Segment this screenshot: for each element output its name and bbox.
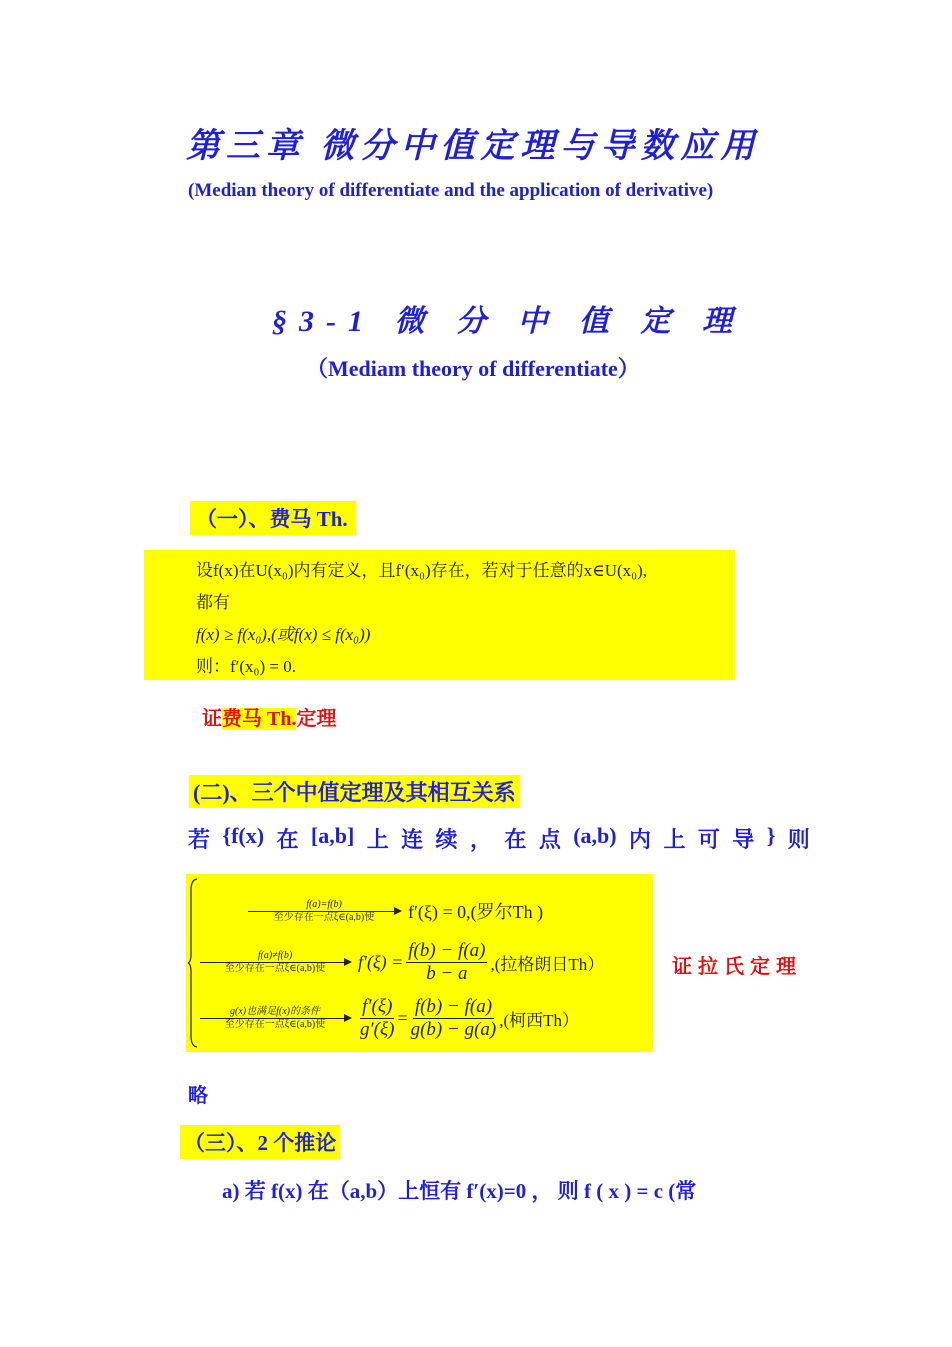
fermat-line-3: f(x) ≥ f(x₀),(或f(x) ≤ f(x₀)) [196,625,371,644]
lagrange-lhs: f′(ξ) = [358,952,404,972]
cond-token: 在 [504,827,527,852]
fermat-line-2: 都有 [196,593,230,612]
lagrange-denominator: b − a [426,963,468,984]
corollary-a: a) 若 f(x) 在（a,b）上恒有 f′(x)=0 ， 则 f ( x ) = c (常 [222,1179,697,1203]
cond-token: ， [469,827,492,852]
fermat-line-4: 则：f′(x₀) = 0. [196,657,296,676]
cond-token: 若 [188,827,211,852]
section-subtitle: （Mediam theory of differentiate） [306,356,640,381]
fermat-theorem-box [144,550,735,680]
cond-token: 上 [366,827,389,852]
cond-token: } [766,823,776,848]
cauchy-row: g(x)也满足f(x)的条件 至少存在一点ξ∈(a,b)使 $\frac{f'(\xi)}{g'(\xi)}$ = $\frac{f(b) - f(a)}{g(b) - g(a)}$ ,(柯西Th） [200,996,579,1041]
cauchy-lhs-fraction [360,996,394,1041]
mean-value-box [186,874,653,1052]
chapter-title: 第三章 微分中值定理与导数应用 [186,128,761,165]
rolle-arrow [248,899,400,924]
cond-token: 导 [732,827,755,852]
proof-prefix: 证 [202,708,222,730]
lagrange-condition: f(a)≠f(b) [257,950,293,961]
cond-token: (a,b) [573,823,617,848]
heading-corollaries: （三）、2 个推论 [180,1125,340,1159]
rolle-row [248,898,543,924]
cond-token: 内 [629,827,652,852]
heading-fermat: （一）、费马 Th. [190,501,356,535]
proof-suffix: 定理 [296,708,337,730]
cauchy-rhs-denominator: g(b) − g(a) [410,1019,497,1040]
heading-mean-value: (二)、三个中值定理及其相互关系 [189,775,520,808]
chapter-subtitle: (Median theory of differentiate and the application of derivative) [188,180,714,201]
cond-token: 连 [401,827,424,852]
section-title: §3-1 微 分 中 值 定 理 [272,305,744,338]
cauchy-condition: g(x)也满足f(x)的条件 [230,1006,320,1017]
cond-token: {f(x) [222,823,265,848]
cond-token: 续 [435,827,458,852]
condition-line [188,823,810,854]
cond-token: 上 [663,827,686,852]
omitted-label: 略 [188,1085,208,1107]
left-brace-icon [188,878,198,1048]
proof-lagrange[interactable]: 证拉氏定理 [672,956,802,978]
lagrange-arrow [200,950,350,975]
rolle-condition: f(a)=f(b) [306,898,342,910]
proof-fermat[interactable] [202,702,336,731]
cauchy-lhs-numerator: f′(ξ) [362,996,393,1017]
cauchy-rhs-numerator: f(b) − f(a) [414,996,493,1017]
lagrange-numerator: f(b) − f(a) [408,940,486,961]
fermat-line-1: 设f(x)在U(x₀)内有定义，且f′(x₀)存在，若对于任意的x∈U(x₀), [196,561,647,580]
cauchy-note: ,(柯西Th） [499,1011,580,1030]
rolle-result: f′(ξ) = 0,(罗尔Th ) [408,902,544,922]
cond-token: [a,b] [310,823,355,848]
rolle-exists: 至少存在一点ξ∈(a,b)使 [273,911,375,923]
cond-token: 点 [538,827,561,852]
lagrange-exists: 至少存在一点ξ∈(a,b)使 [224,963,326,974]
cauchy-arrow [200,1006,350,1031]
cauchy-lhs-denominator: g′(ξ) [360,1019,395,1040]
lagrange-note: ,(拉格朗日Th） [490,955,605,974]
cauchy-exists: 至少存在一点ξ∈(a,b)使 [224,1019,326,1030]
cond-token: 在 [276,827,299,852]
cond-token: 可 [697,827,720,852]
cond-token: 则 [787,827,810,852]
lagrange-fraction [406,940,487,985]
cauchy-rhs-fraction [411,996,497,1041]
proof-highlight: 费马 Th. [222,708,297,730]
lagrange-row [200,940,604,985]
